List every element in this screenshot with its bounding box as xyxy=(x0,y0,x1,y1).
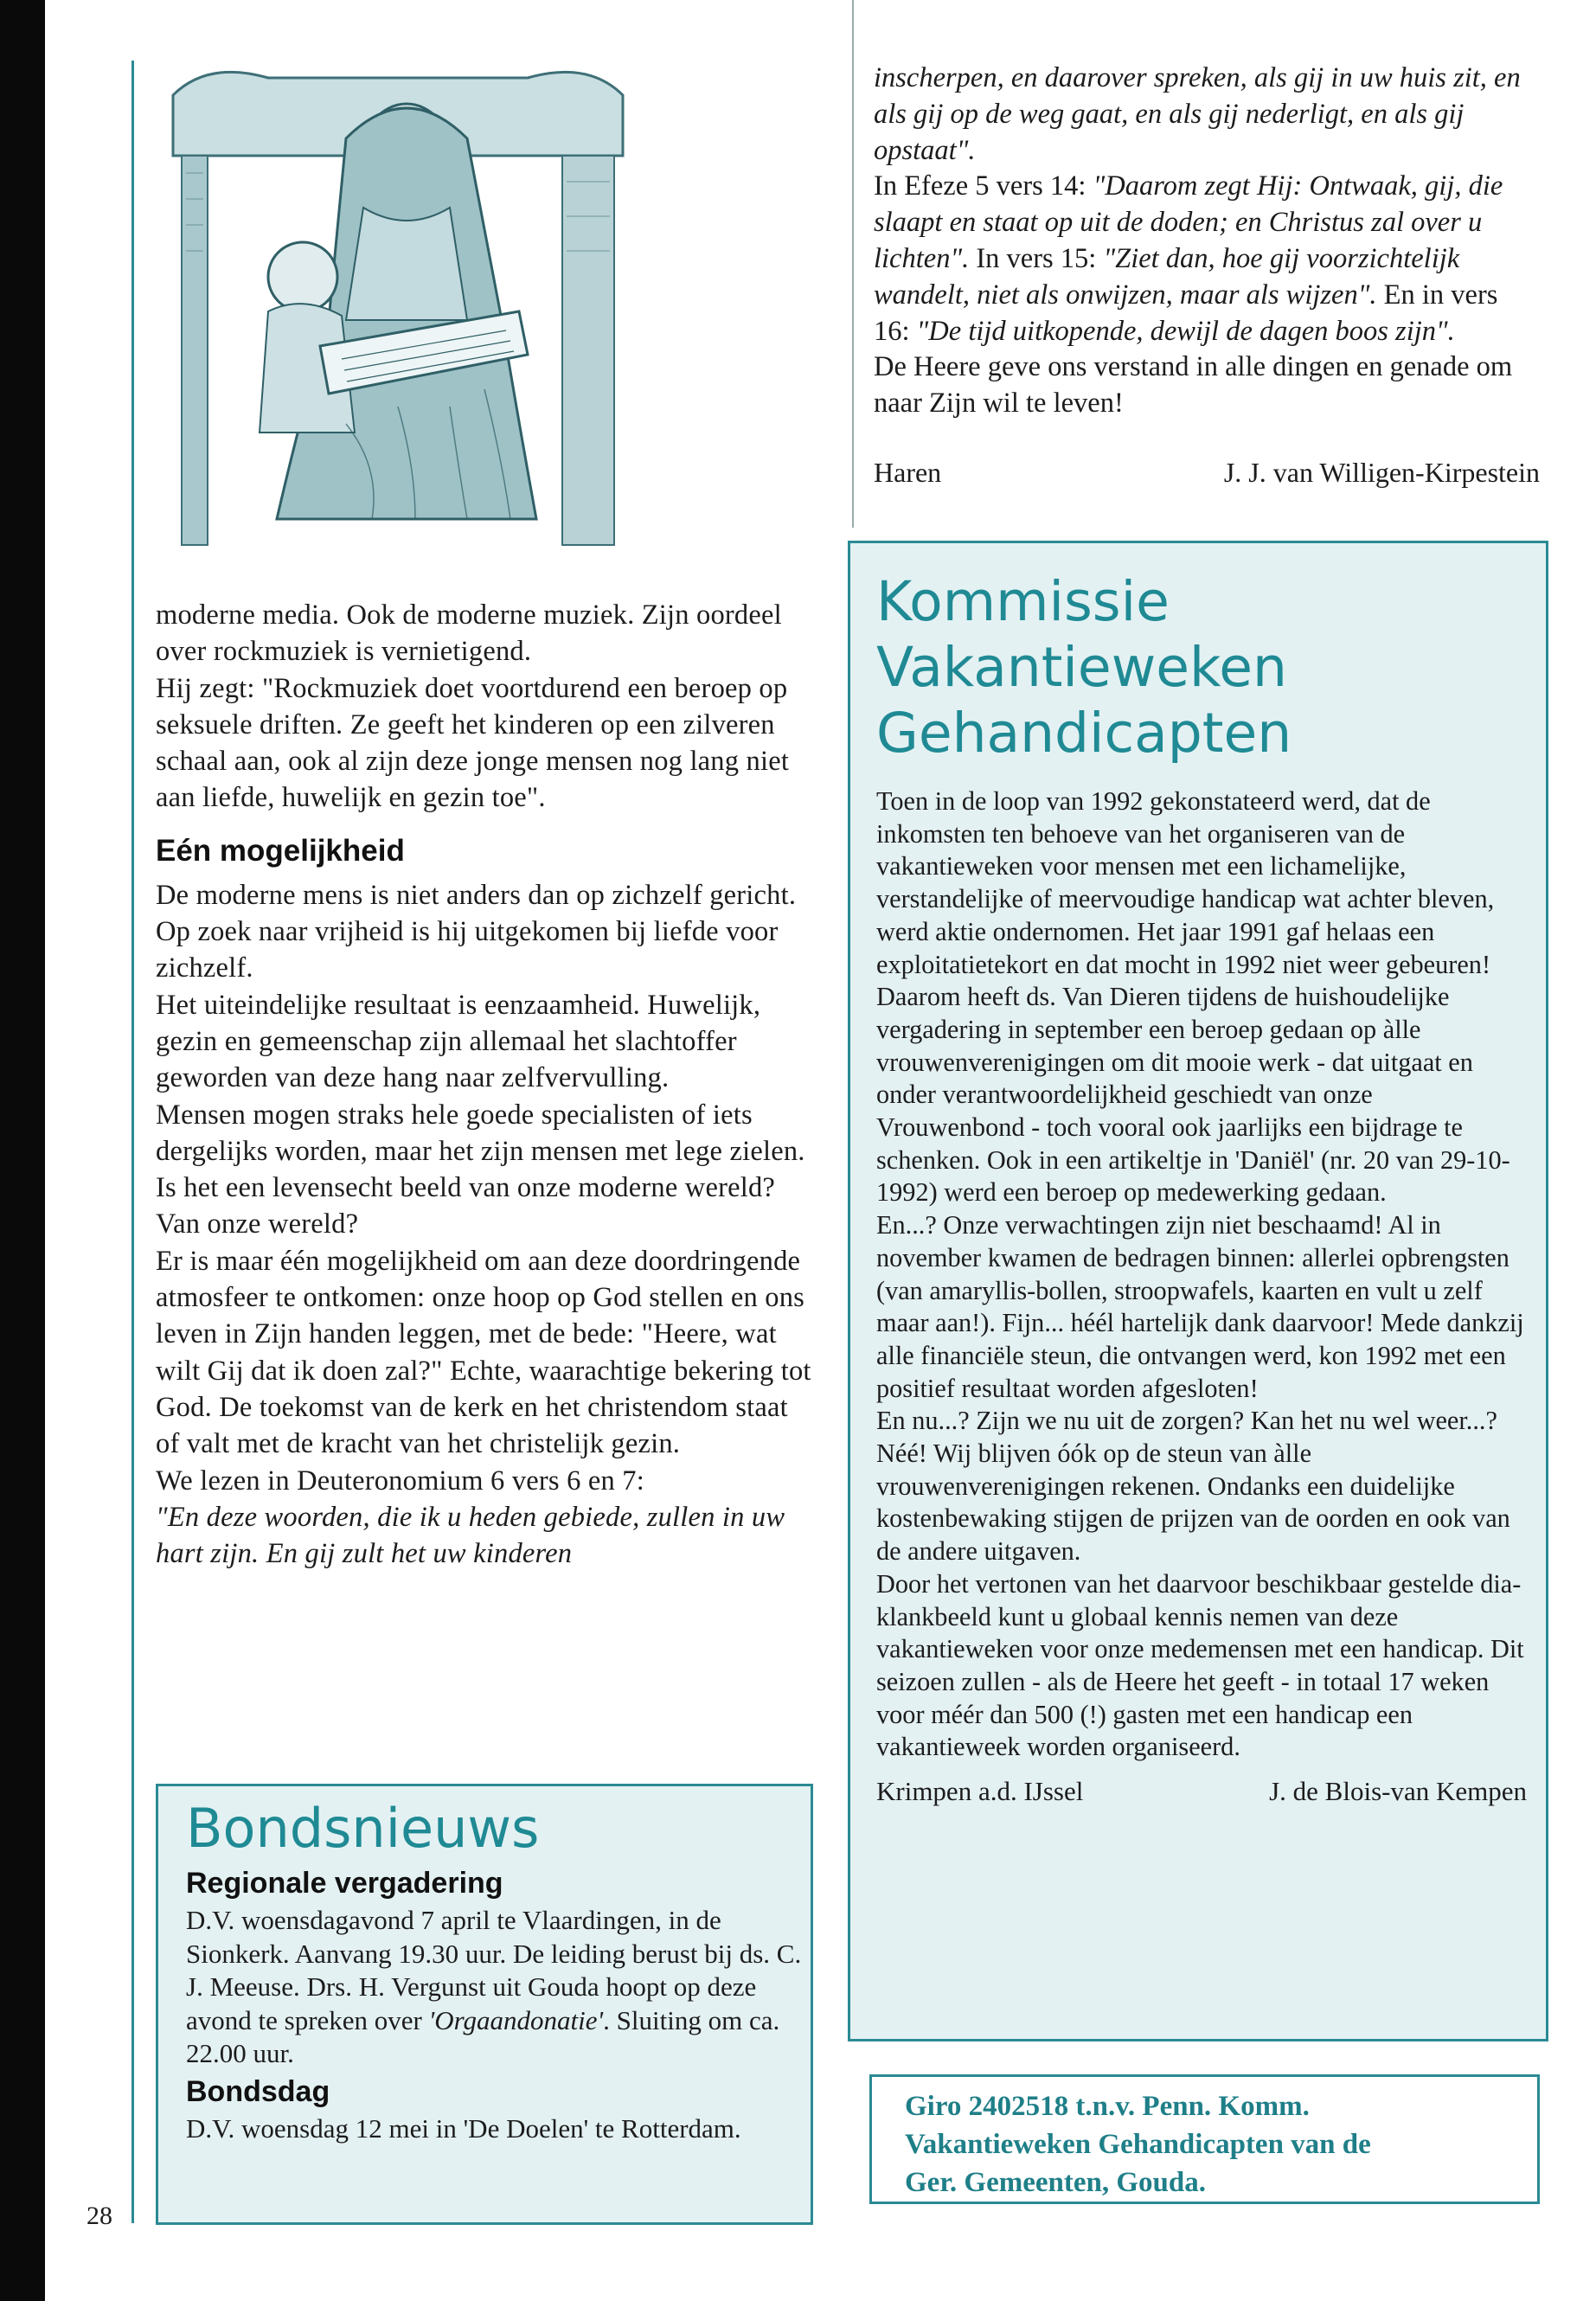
paragraph: De moderne mens is niet anders dan op zichzelf gericht. Op zoek naar vrijheid is hij uitgekomen bij liefde voor zichzelf. xyxy=(156,879,797,984)
paragraph: Door het vertonen van het daarvoor beschikbaar gestelde dia-klankbeeld kunt u globaal kennis nemen van deze vakantieweken voor onze medemensen met een handicap. Dit seizoen zullen - als de Heere het geeft - in totaal 17 weken voor méér dan 500 (!) gasten met een handicap een vakantieweek worden organiseerd. xyxy=(876,1568,1524,1762)
paragraph: En nu...? Zijn we nu uit de zorgen? Kan het nu wel weer...? xyxy=(876,1406,1497,1436)
signature-line xyxy=(874,457,1540,489)
mid-column-rule xyxy=(852,0,854,528)
bondsnieuws-box xyxy=(156,1784,813,2225)
left-column-rule xyxy=(131,61,134,2223)
paragraph: D.V. woensdag 12 mei in 'De Doelen' te Rotterdam. xyxy=(186,2112,741,2144)
paragraph: moderne media. Ook de moderne muziek. Zijn oordeel over rockmuziek is vernietigend. xyxy=(156,599,782,668)
paragraph: Er is maar één mogelijkheid om aan deze doordringende atmosfeer te ontkomen: onze hoop op God stellen en ons leven in Zijn handen leggen, met de bede: "Heere, wat wilt Gij dat ik doen zal?" Echte, waarachtige bekering tot God. De toekomst van de kerk en het christendom staat of valt met de kracht van het christelijk gezin. xyxy=(156,1245,811,1460)
signature-author: J. de Blois-van Kempen xyxy=(1269,1776,1527,1807)
bondsnieuws-title: Bondsnieuws xyxy=(186,1797,540,1860)
signature-place: Krimpen a.d. IJssel xyxy=(876,1776,1084,1807)
page-binding-edge xyxy=(0,0,45,2301)
paragraph: Is het een levensecht beeld van onze moderne wereld? Van onze wereld? xyxy=(156,1172,776,1240)
giro-box xyxy=(869,2074,1540,2204)
paragraph: We lezen in Deuteronomium 6 vers 6 en 7: xyxy=(156,1465,644,1497)
signature-place: Haren xyxy=(874,456,942,488)
giro-line: Ger. Gemeenten, Gouda. xyxy=(905,2167,1206,2198)
paragraph: De Heere geve ons verstand in alle dingen en genade om naar Zijn wil te leven! xyxy=(874,351,1513,420)
paragraph: Néé! Wij blijven óók op de steun van àlle vrouwenverenigingen rekenen. Ondanks een duidelijke kostenbewaking stijgen de prijzen van de oorden en ook van de andere uitgaven. xyxy=(876,1439,1510,1567)
paragraph: Mensen mogen straks hele goede specialisten of iets dergelijks worden, maar het zijn mensen met lege zielen. xyxy=(156,1099,805,1167)
signature-line xyxy=(876,1776,1527,1807)
top-right-column xyxy=(874,61,1540,489)
paragraph: inscherpen, en daarover spreken, als gij in uw huis zit, en als gij op de weg gaat, en als gij nederligt, en als gij opstaat". xyxy=(874,62,1521,166)
kommissie-box xyxy=(848,541,1548,2041)
paragraph: Toen in de loop van 1992 gekonstateerd werd, dat de inkomsten ten behoeve van het organiseren van de vakantieweken voor mensen met een lichamelijke, verstandelijke of meervoudige handicap wat achter bleven, werd aktie ondernomen. Het jaar 1991 gaf helaas een exploitatietekort en dat mocht in 1992 niet weer gebeuren! xyxy=(876,786,1495,979)
section-heading: Bondsdag xyxy=(186,2074,330,2108)
kommissie-title: Kommissie Vakantieweken Gehandicapten xyxy=(876,570,1292,765)
page-number: 28 xyxy=(87,2202,112,2230)
section-heading: Regionale vergadering xyxy=(186,1867,503,1900)
giro-line: Vakantieweken Gehandicapten van de xyxy=(905,2129,1371,2160)
signature-author: J. J. van Willigen-Kirpestein xyxy=(1223,456,1540,488)
paragraph: In Efeze 5 vers 14: "Daarom zegt Hij: Ontwaak, gij, die slaapt en staat op uit de doden; en Christus zal over u lichten". In vers 15: "Ziet dan, hoe gij voorzichtelijk wandelt, niet als onwijzen, maar als wijzen". En in vers 16: "De tijd uitkopende, dewijl de dagen boos zijn". xyxy=(874,170,1503,347)
paragraph: D.V. woensdagavond 7 april te Vlaardingen, in de Sionkerk. Aanvang 19.30 uur. De leiding berust bij ds. C. J. Meeuse. Drs. H. Vergunst uit Gouda hoopt op deze avond te spreken over 'Orgaandonatie'. Sluiting om ca. 22.00 uur. xyxy=(186,1905,802,2068)
section-heading: Eén mogelijkheid xyxy=(156,833,405,868)
giro-line: Giro 2402518 t.n.v. Penn. Komm. xyxy=(905,2091,1310,2122)
paragraph: En...? Onze verwachtingen zijn niet beschaamd! Al in november kwamen de bedragen binnen: allerlei opbrengsten (van amaryllis-bollen, stroopwafels, kaarten en vult u zelf maar aan!). Fijn... héél hartelijk dank daarvoor! Mede dankzij alle financiële steun, die ontvangen werd, kon 1992 met een positief resultaat worden afgesloten! xyxy=(876,1210,1524,1403)
paragraph: Het uiteindelijke resultaat is eenzaamheid. Huwelijk, gezin en gemeenschap zijn allemaal het slachtoffer geworden van deze hang naar zelfvervulling. xyxy=(156,989,761,1094)
madonna-engraving-icon xyxy=(156,61,640,549)
left-column-article xyxy=(156,597,813,1572)
paragraph: "En deze woorden, die ik u heden gebiede, zullen in uw hart zijn. En gij zult het uw kinderen xyxy=(156,1501,785,1570)
paragraph: Daarom heeft ds. Van Dieren tijdens de huishoudelijke vergadering in september een beroep gedaan op àlle vrouwenverenigingen om dit mooie werk - dat uitgaat en onder verantwoordelijkheid geschiedt van onze Vrouwenbond - toch vooral ook jaarlijks een bijdrage te schenken. Ook in een artikeltje in 'Daniël' (nr. 20 van 29-10-1992) werd een beroep op medewerking gedaan. xyxy=(876,982,1510,1208)
paragraph: Hij zegt: "Rockmuziek doet voortdurend een beroep op seksuele driften. Ze geeft het kinderen op een zilveren schaal aan, ook al zijn deze jonge mensen nog lang niet aan liefde, huwelijk en gezin toe". xyxy=(156,672,790,814)
